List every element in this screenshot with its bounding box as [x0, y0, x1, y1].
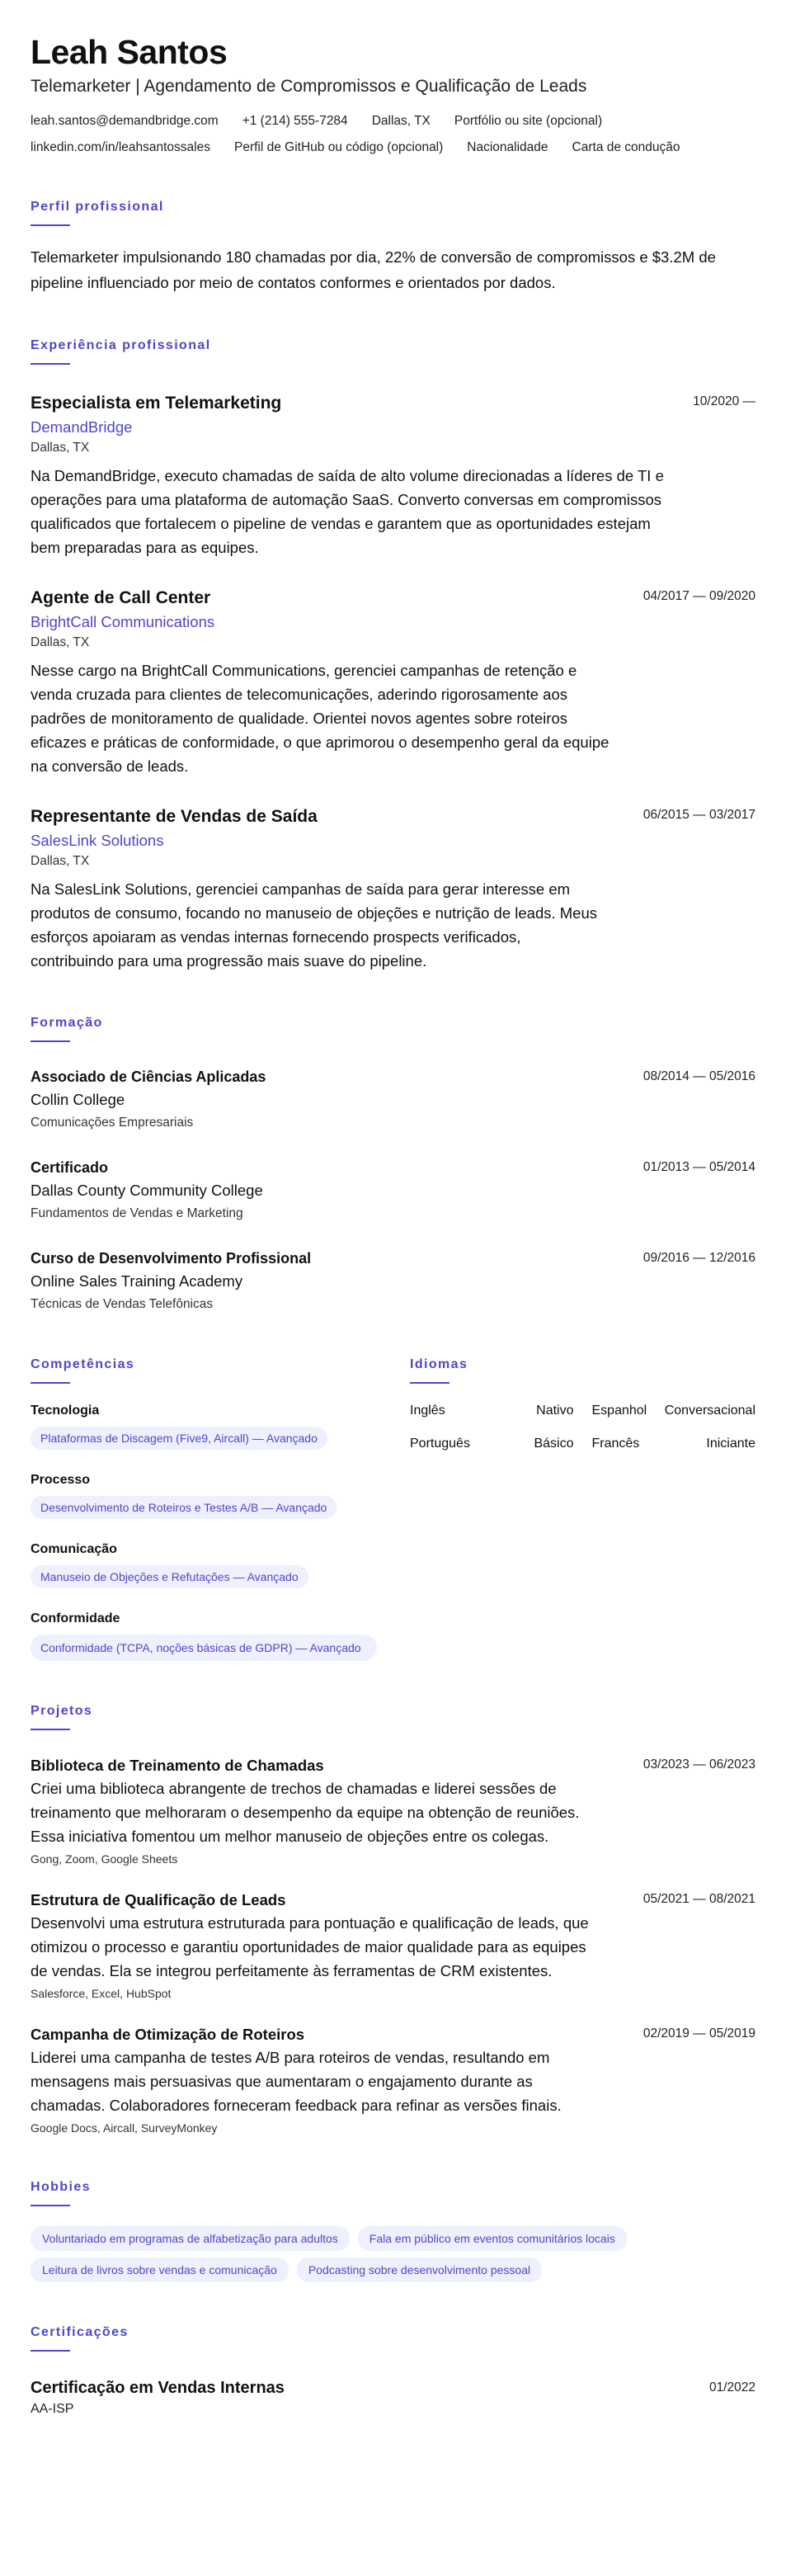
education-date: 01/2013 — 05/2014 [642, 1160, 755, 1174]
section-title-summary: Perfil profissional [31, 200, 164, 214]
skill-chip: Conformidade (TCPA, noções básicas de GDPR) — Avançado [31, 1635, 377, 1661]
hobby-chip: Fala em público em eventos comunitários locais [358, 2226, 627, 2251]
job-description: Na SalesLink Solutions, gerenciei campanhas de saída para gerar interesse em produtos de consumo, focando no manuseio de objeções e nutrição de leads. Meus esforços apoiaram as vendas internas fornecendo prospects verificados, contribuindo para uma progressão mais suave do pipeline. [31, 880, 598, 970]
certification-date: 01/2022 [708, 2380, 755, 2394]
contact-github[interactable]: Perfil de GitHub ou código (opcional) [233, 140, 444, 154]
job-description: Na DemandBridge, executo chamadas de saída de alto volume direcionadas a líderes de TI e operações para uma plataforma de automação SaaS. Converto conversas em compromissos qualificados que fortalecem o pipeline de vendas e garantem que as oportunidades estejam bem preparadas para as equipes. [31, 467, 664, 556]
job-location: Dallas, TX [31, 635, 90, 649]
skill-chip: Manuseio de Objeções e Refutações — Avançado [31, 1565, 308, 1588]
language-item [592, 1435, 756, 1453]
project-description: Desenvolvi uma estrutura estruturada para pontuação e qualificação de leads, que otimizou o processo e garantiu oportunidades de maior qualidade para as equipes de vendas. Ela se integrou perfeitamente às ferramentas de CRM existentes. [31, 1914, 589, 1979]
hobby-chip: Podcasting sobre desenvolvimento pessoal [297, 2258, 542, 2282]
job-entry [31, 586, 755, 778]
contact-linkedin[interactable]: linkedin.com/in/leahsantossales [31, 140, 210, 154]
language-level: Nativo [536, 1404, 574, 1418]
contact-nationality: Nacionalidade [467, 140, 548, 154]
language-name: Espanhol [591, 1404, 647, 1418]
project-entry [31, 2024, 755, 2137]
language-item [592, 1402, 756, 1420]
hobbies-section [31, 2178, 755, 2282]
certification-name: Certificação em Vendas Internas [31, 2379, 285, 2397]
language-level: Conversacional [664, 1404, 755, 1418]
section-divider [31, 1729, 70, 1730]
job-entry [31, 804, 755, 973]
skill-group [31, 1471, 377, 1519]
contact-driving-license: Carta de condução [572, 140, 680, 154]
project-date: 03/2023 — 06/2023 [642, 1757, 755, 1772]
contact-phone[interactable]: +1 (214) 555-7284 [242, 114, 348, 128]
project-tech: Gong, Zoom, Google Sheets [31, 1852, 178, 1866]
section-divider [31, 2350, 70, 2352]
job-location: Dallas, TX [31, 854, 90, 868]
education-field: Técnicas de Vendas Telefônicas [31, 1297, 214, 1311]
section-title-experience: Experiência profissional [31, 338, 211, 352]
skills-section [31, 1356, 377, 1661]
skill-group [31, 1540, 377, 1588]
skill-group [31, 1402, 377, 1450]
language-name: Francês [591, 1437, 640, 1451]
job-description: Nesse cargo na BrightCall Communications, gerenciei campanhas de retenção e venda cruzada para clientes de telecomunicações, aderindo rigorosamente aos padrões de monitoramento de qualidade. Orientei novos agentes sobre roteiros eficazes e práticas de conformidade, o que aprimorou o desempenho geral da equipe na conversão de leads. [31, 662, 610, 775]
section-title-languages: Idiomas [410, 1357, 468, 1371]
skill-chip: Desenvolvimento de Roteiros e Testes A/B — Avançado [31, 1496, 337, 1519]
education-entry [31, 1065, 755, 1133]
resume-header [31, 31, 755, 157]
project-date: 02/2019 — 05/2019 [642, 2026, 755, 2041]
project-description: Criei uma biblioteca abrangente de trechos de chamadas e liderei sessões de treinamento que melhoraram o desempenho da equipe na obtenção de reuniões. Essa iniciativa fomentou um melhor manuseio de objeções entre os colegas. [31, 1780, 580, 1845]
job-title: Agente de Call Center [31, 588, 211, 607]
job-title: Especialista em Telemarketing [31, 394, 282, 413]
section-title-skills: Competências [31, 1357, 135, 1371]
job-location: Dallas, TX [31, 441, 90, 455]
section-title-projects: Projetos [31, 1704, 93, 1718]
education-entry [31, 1156, 755, 1224]
section-divider [31, 1040, 70, 1042]
experience-section [31, 337, 755, 973]
education-school: Online Sales Training Academy [31, 1272, 243, 1290]
language-item [410, 1402, 574, 1420]
job-date: 10/2020 — [693, 394, 755, 408]
project-entry [31, 1755, 755, 1868]
project-tech: Google Docs, Aircall, SurveyMonkey [31, 2121, 218, 2135]
hobby-list [31, 2226, 755, 2282]
summary-section [31, 198, 755, 295]
skill-category: Comunicação [31, 1542, 117, 1556]
project-description: Liderei uma campanha de testes A/B para roteiros de vendas, resultando em mensagens mais persuasivas que aumentaram o engajamento durante as chamadas. Colaboradores forneceram feedback para refinar as versões finais. [31, 2049, 562, 2114]
job-entry [31, 391, 755, 559]
hobby-chip: Voluntariado em programas de alfabetização para adultos [31, 2226, 350, 2251]
language-level: Iniciante [706, 1437, 755, 1451]
languages-section [410, 1356, 755, 1661]
education-degree: Associado de Ciências Aplicadas [31, 1069, 266, 1085]
section-divider [31, 224, 70, 226]
skill-group [31, 1610, 377, 1661]
project-entry [31, 1890, 755, 2003]
project-title: Estrutura de Qualificação de Leads [31, 1891, 286, 1908]
education-school: Collin College [31, 1091, 125, 1108]
skills-languages-row [31, 1356, 755, 1661]
job-company: DemandBridge [31, 418, 133, 436]
education-degree: Certificado [31, 1159, 109, 1176]
education-date: 08/2014 — 05/2016 [642, 1069, 755, 1083]
language-list [410, 1402, 755, 1453]
certifications-section [31, 2324, 755, 2419]
projects-section [31, 1702, 755, 2137]
language-name: Inglês [410, 1404, 445, 1418]
skill-chip: Plataformas de Discagem (Five9, Aircall) — Avançado [31, 1427, 327, 1450]
certification-entry [31, 2376, 755, 2419]
skill-category: Conformidade [31, 1611, 120, 1625]
language-name: Português [410, 1437, 470, 1451]
contact-portfolio[interactable]: Portfólio ou site (opcional) [454, 114, 603, 128]
language-item [410, 1435, 574, 1453]
candidate-name: Leah Santos [31, 33, 228, 71]
certification-issuer: AA-ISP [31, 2402, 74, 2416]
project-title: Biblioteca de Treinamento de Chamadas [31, 1757, 324, 1774]
job-date: 04/2017 — 09/2020 [642, 589, 755, 603]
section-title-hobbies: Hobbies [31, 2180, 91, 2194]
project-date: 05/2021 — 08/2021 [642, 1892, 755, 1906]
project-tech: Salesforce, Excel, HubSpot [31, 1987, 172, 2000]
education-date: 09/2016 — 12/2016 [642, 1251, 755, 1265]
contact-email[interactable]: leah.santos@demandbridge.com [31, 114, 219, 128]
contact-location: Dallas, TX [371, 114, 431, 128]
skill-category: Tecnologia [31, 1404, 100, 1418]
education-entry [31, 1247, 755, 1314]
job-company: SalesLink Solutions [31, 832, 164, 849]
section-divider [31, 2205, 70, 2206]
education-field: Fundamentos de Vendas e Marketing [31, 1206, 243, 1220]
contact-list [31, 112, 755, 157]
section-divider [31, 363, 70, 365]
skill-category: Processo [31, 1473, 91, 1487]
project-title: Campanha de Otimização de Roteiros [31, 2026, 305, 2043]
job-date: 06/2015 — 03/2017 [642, 808, 755, 822]
education-field: Comunicações Empresariais [31, 1116, 194, 1130]
candidate-headline: Telemarketer | Agendamento de Compromissos e Qualificação de Leads [31, 77, 587, 96]
summary-text: Telemarketer impulsionando 180 chamadas por dia, 22% de conversão de compromissos e $3.2M de pipeline influenciado por meio de contatos conformes e orientados por dados. [31, 248, 716, 291]
hobby-chip: Leitura de livros sobre vendas e comunicação [31, 2258, 289, 2282]
language-level: Básico [534, 1437, 574, 1451]
education-degree: Curso de Desenvolvimento Profissional [31, 1250, 312, 1267]
job-company: BrightCall Communications [31, 613, 215, 630]
education-school: Dallas County Community College [31, 1182, 263, 1199]
section-divider [31, 1382, 70, 1384]
section-divider [410, 1382, 449, 1384]
section-title-certifications: Certificações [31, 2325, 129, 2339]
education-section [31, 1014, 755, 1314]
section-title-education: Formação [31, 1016, 103, 1030]
job-title: Representante de Vendas de Saída [31, 807, 318, 826]
